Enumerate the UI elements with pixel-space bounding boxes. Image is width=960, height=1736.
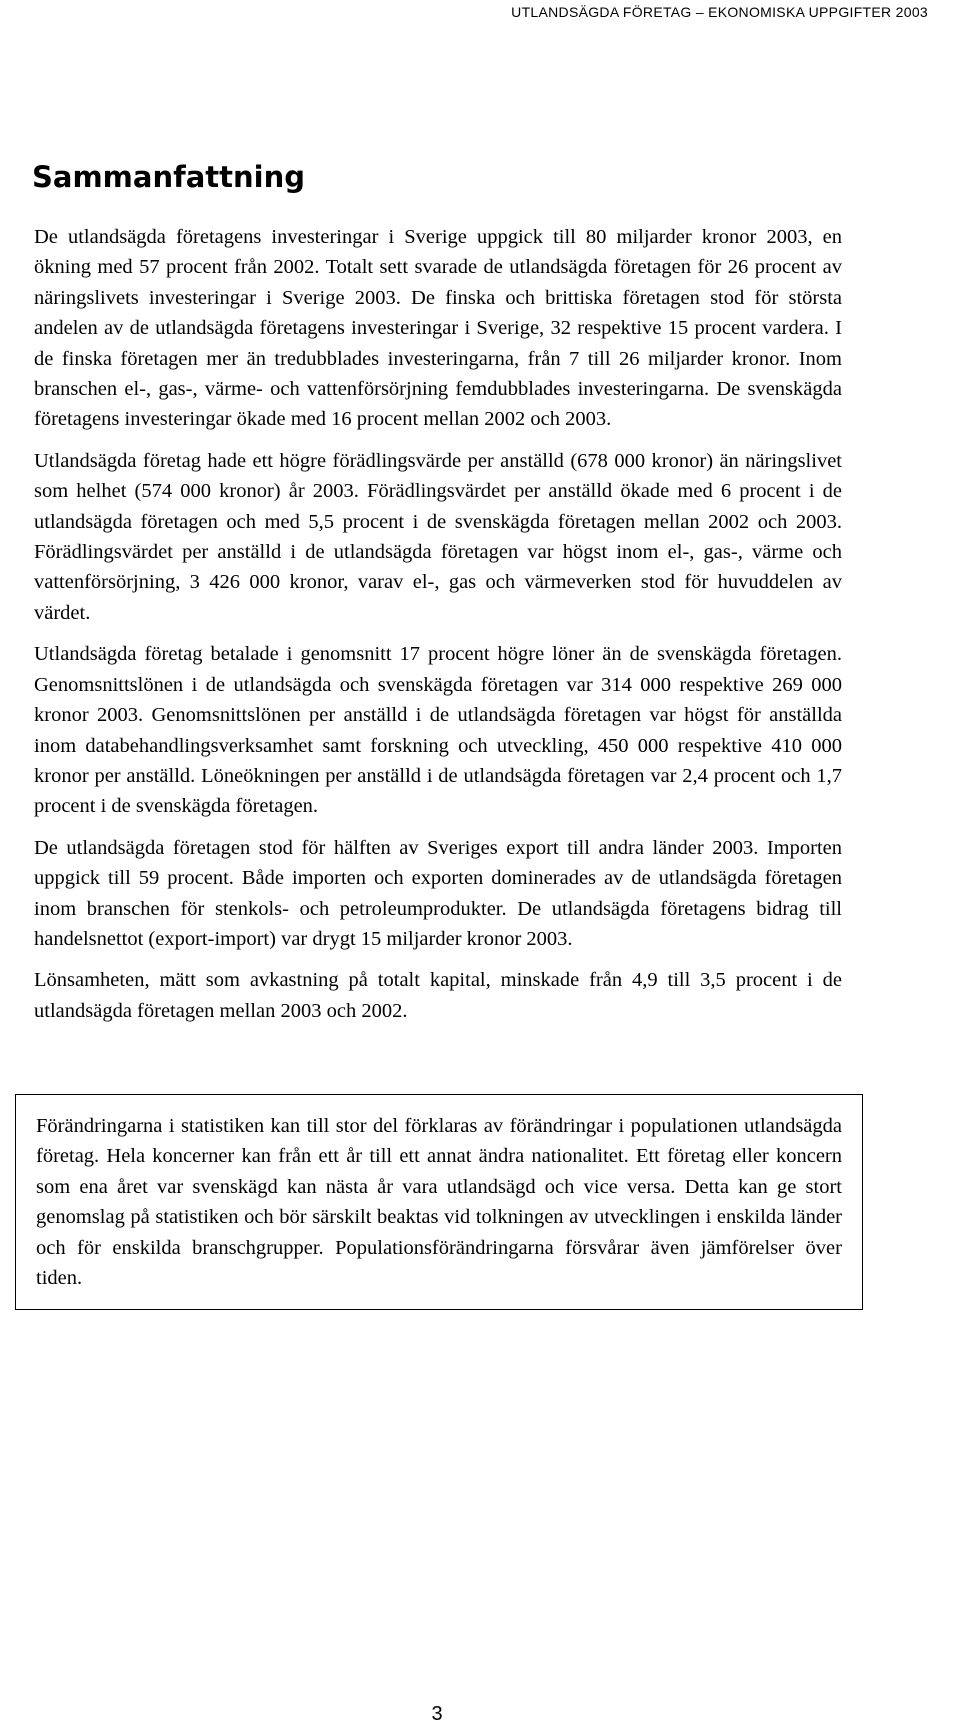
paragraph-wages: Utlandsägda företag betalade i genomsnitt 17 procent högre löner än de svenskägda företagen. Genomsnittslönen i de utlandsägda och svenskägda företagen var 314 000 respektive 269 000 kronor 2003. Genomsnittslönen per anställd i de utlandsägda företagen var högst för anställda inom databehandlingsverksamhet samt forskning och utveckling, 450 000 respektive 410 000 kronor per anställd. Löneökningen per anställd i de utlandsägda företagen var 2,4 procent och 1,7 procent i de svenskägda företagen. — [34, 643, 842, 818]
page-title: Sammanfattning — [32, 160, 306, 194]
paragraph-value-added: Utlandsägda företag hade ett högre förädlingsvärde per anställd (678 000 kronor) än näringslivet som helhet (574 000 kronor) år 2003. Förädlingsvärdet per anställd ökade med 6 procent i de utlandsägda företagen och med 5,5 procent i de svenskägda företagen mellan 2002 och 2003. Förädlingsvärdet per anställd i de utlandsägda företagen var högst inom el-, gas-, värme och vattenförsörjning, 3 426 000 kronor, varav el-, gas och värmeverken stod för huvuddelen av värdet. — [34, 449, 842, 624]
paragraph-trade: De utlandsägda företagen stod för hälften av Sveriges export till andra länder 2003. Importen uppgick till 59 procent. Både importen och exporten dominerades av de utlandsägda företagen inom branschen för stenkols- och petroleumprodukter. De utlandsägda företagens bidrag till handelsnettot (export-import) var drygt 15 miljarder kronor 2003. — [34, 836, 842, 950]
paragraph-profitability: Lönsamheten, mätt som avkastning på totalt kapital, minskade från 4,9 till 3,5 procent i de utlandsägda företagen mellan 2003 och 2002. — [34, 969, 842, 1022]
notice-box — [15, 1094, 863, 1310]
notice-text: Förändringarna i statistiken kan till stor del förklaras av förändringar i populationen utlandsägda företag. Hela koncerner kan från ett år till ett annat ändra nationalitet. Ett företag eller koncern som ena året var svenskägd kan nästa år vara utlandsägd och vice versa. Detta kan ge stort genomslag på statistiken och bör särskilt beaktas vid tolkningen av utvecklingen i enskilda länder och för enskilda branschgrupper. Populationsförändringarna försvårar även jämförelser över tiden. — [36, 1115, 842, 1290]
paragraph-investments: De utlandsägda företagens investeringar i Sverige uppgick till 80 miljarder kronor 2003, en ökning med 57 procent från 2002. Totalt sett svarade de utlandsägda företagen för 26 procent av näringslivets investeringar i Sverige 2003. De finska och brittiska företagen stod för största andelen av de utlandsägda företagens investeringar i Sverige, 32 respektive 15 procent vardera. I de finska företagen mer än tredubblades investeringarna, från 7 till 26 miljarder kronor. Inom branschen el-, gas-, värme- och vattenförsörjning femdubblades investeringarna. De svenskägda företagens investeringar ökade med 16 procent mellan 2002 och 2003. — [34, 226, 842, 431]
summary-body — [34, 222, 842, 1037]
running-header: UTLANDSÄGDA FÖRETAG – EKONOMISKA UPPGIFTER 2003 — [511, 4, 928, 20]
page-number: 3 — [431, 1703, 443, 1725]
